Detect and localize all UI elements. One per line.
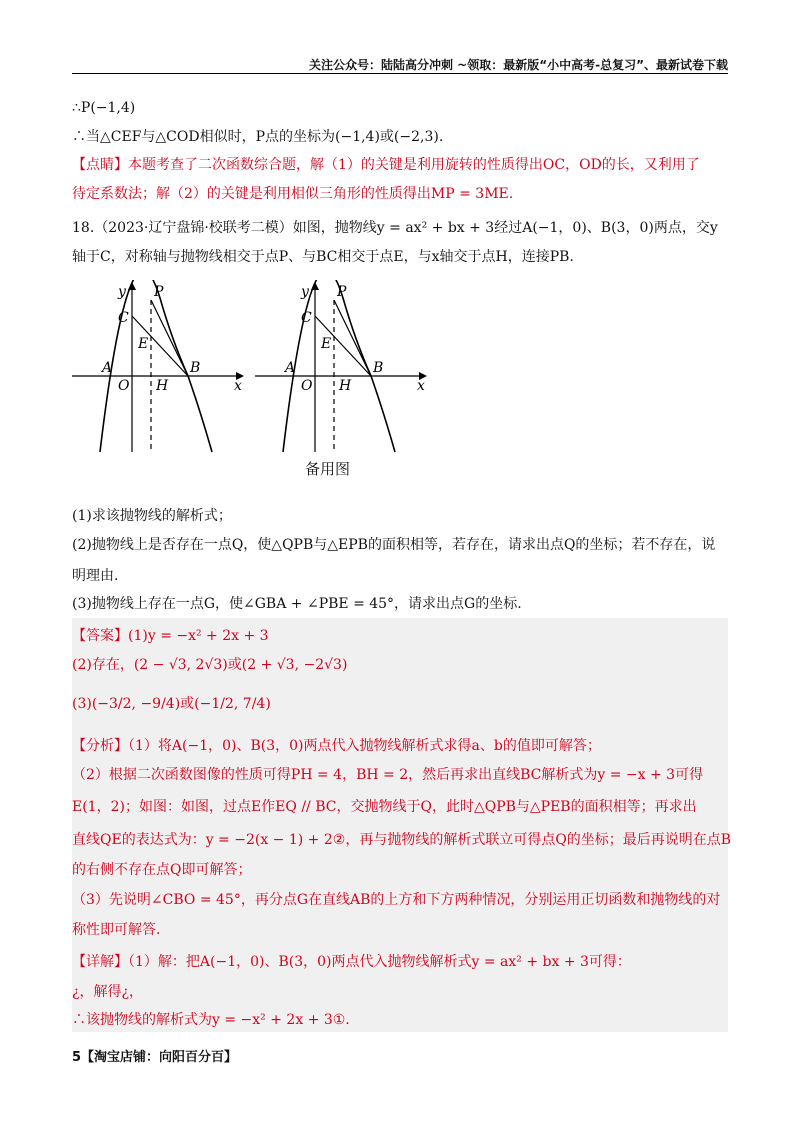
subquestion-2: (2)抛物线上是否存在一点Q，使△QPB与△EPB的面积相等，若存在，请求出点Q的坐标；若不存在，说 xyxy=(72,537,716,553)
header-rule xyxy=(72,73,728,74)
detail-line: ¿，解得¿， xyxy=(72,984,144,1000)
detail-line: ∴该抛物线的解析式为y = −x² + 2x + 3①. xyxy=(72,1012,350,1028)
text-line: ∴P(−1,4) xyxy=(72,100,136,116)
subquestion-3: (3)抛物线上存在一点G，使∠GBA + ∠PBE = 45°，请求出点G的坐标. xyxy=(72,596,522,612)
analysis-line: （2）根据二次函数图像的性质可得PH = 4，BH = 2，然后再求出直线BC解析式为y = −x + 3可得 xyxy=(72,767,704,783)
label-O: O xyxy=(301,378,313,394)
figure-caption: 备用图 xyxy=(305,460,351,478)
page-footer: 5【淘宝店铺：向阳百分百】 xyxy=(72,1050,238,1065)
label-y: y xyxy=(301,284,309,300)
label-E: E xyxy=(138,336,149,352)
detail-line: 【详解】（1）解：把A(−1，0)、B(3，0)两点代入抛物线解析式y = ax² + bx + 3可得： xyxy=(72,954,631,970)
label-H: H xyxy=(156,378,169,394)
label-A: A xyxy=(102,360,113,376)
subquestion-1: (1)求该抛物线的解析式； xyxy=(72,508,232,524)
analysis-line: 的右侧不存在点Q即可解答； xyxy=(72,862,252,878)
subquestion-2-cont: 明理由. xyxy=(72,568,119,584)
analysis-line: 直线QE的表达式为：y = −2(x − 1) + 2②，再与抛物线的解析式联立可得点Q的坐标；最后再说明在点B xyxy=(72,832,732,848)
answer-line: (2)存在，(2 − √3, 2√3)或(2 + √3, −2√3) xyxy=(72,657,348,673)
page-header: 关注公众号：陆陆高分冲刺 ~领取：最新版“小中高考-总复习”、最新试卷下载 xyxy=(309,58,728,72)
remark-line: 【点睛】本题考查了二次函数综合题，解（1）的关键是利用旋转的性质得出OC，OD的长，又利用了 xyxy=(72,157,700,173)
label-B: B xyxy=(190,360,201,376)
parabola-figure-spare xyxy=(255,280,435,459)
question-stem: 轴于C，对称轴与抛物线相交于点P、与BC相交于点E，与x轴交于点H，连接PB. xyxy=(72,249,574,265)
label-B: B xyxy=(373,360,384,376)
label-y: y xyxy=(118,284,126,300)
label-H: H xyxy=(339,378,352,394)
text-line: ∴当△CEF与△COD相似时，P点的坐标为(−1,4)或(−2,3). xyxy=(72,129,444,145)
label-E: E xyxy=(321,336,332,352)
analysis-line: （3）先说明∠CBO = 45°，再分点G在直线AB的上方和下方两种情况，分别运用正切函数和抛物线的对 xyxy=(72,892,721,908)
label-P: P xyxy=(337,284,347,300)
parabola-figure-main xyxy=(72,280,252,459)
label-x: x xyxy=(234,378,242,394)
label-C: C xyxy=(301,310,312,326)
answer-line: 【答案】(1)y = −x² + 2x + 3 xyxy=(72,628,269,644)
question-stem: 18.（2023·辽宁盘锦·校联考二模）如图，抛物线y = ax² + bx + 3经过A(−1，0)、B(3，0)两点，交y xyxy=(72,220,718,236)
analysis-line: 称性即可解答. xyxy=(72,922,161,938)
analysis-line: 【分析】（1）将A(−1，0)、B(3，0)两点代入抛物线解析式求得a、b的值即可解答； xyxy=(72,738,601,754)
label-O: O xyxy=(118,378,130,394)
analysis-line: E(1，2)；如图：如图，过点E作EQ // BC，交抛物线于Q，此时△QPB与△PEB的面积相等；再求出 xyxy=(72,799,697,815)
label-P: P xyxy=(154,284,164,300)
answer-line: (3)(−3/2, −9/4)或(−1/2, 7/4) xyxy=(72,696,271,712)
label-x: x xyxy=(417,378,425,394)
remark-line: 待定系数法；解（2）的关键是利用相似三角形的性质得出MP = 3ME. xyxy=(72,186,514,202)
label-A: A xyxy=(285,360,296,376)
label-C: C xyxy=(118,310,129,326)
